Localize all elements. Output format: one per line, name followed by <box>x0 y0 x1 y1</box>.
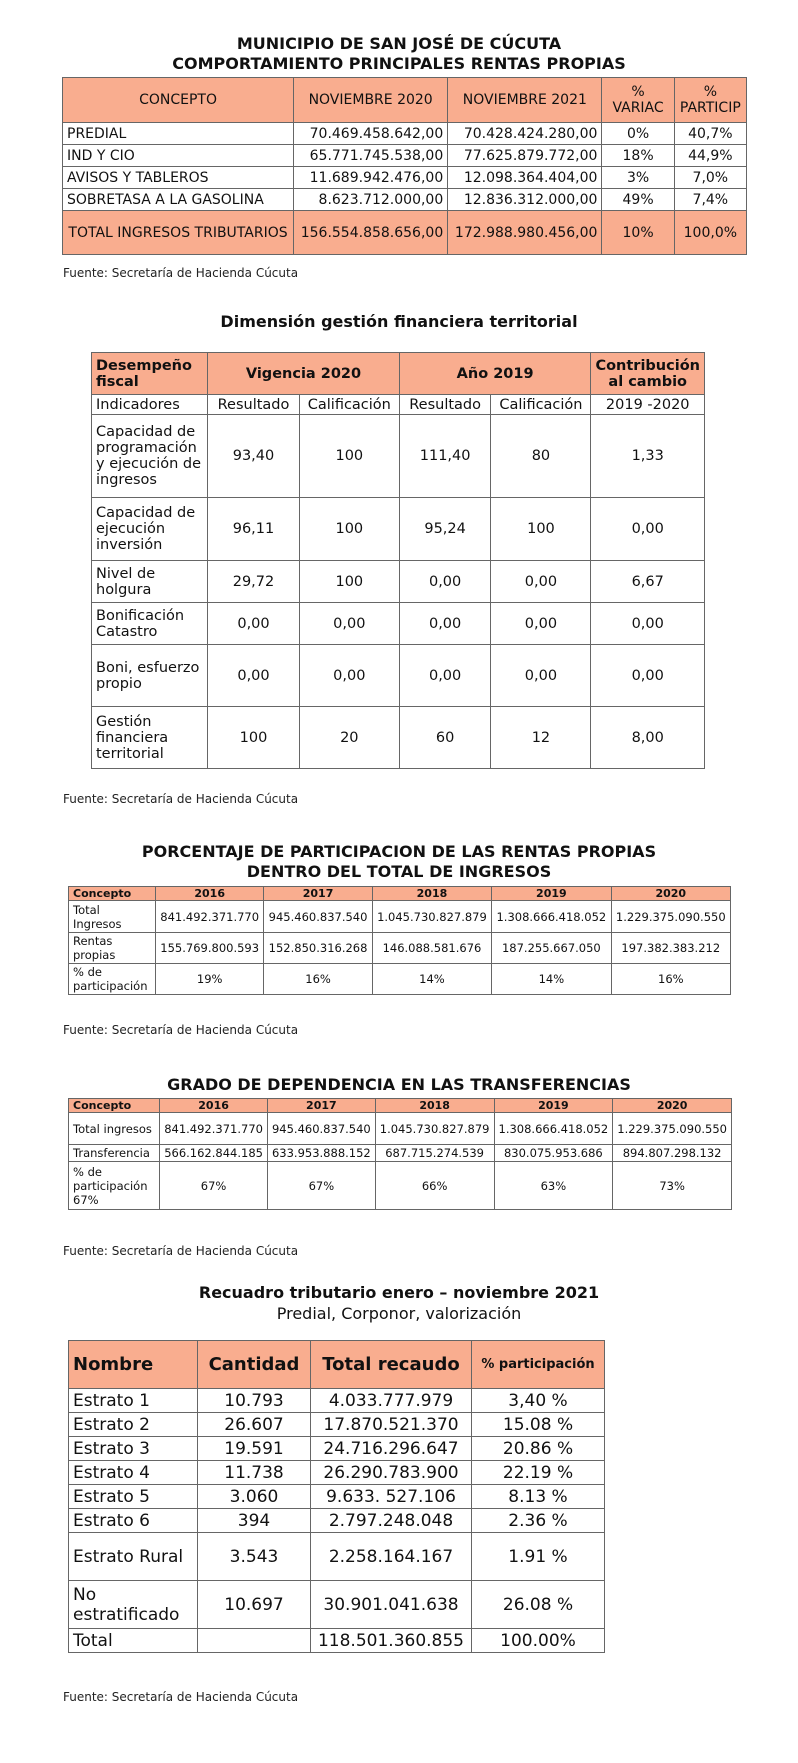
table-cell: 687.715.274.539 <box>375 1145 494 1162</box>
table-cell: 70.428.424.280,00 <box>448 123 602 145</box>
table-cell: % de participación 67% <box>69 1162 160 1210</box>
table-cell: 0% <box>602 123 674 145</box>
table-cell: 29,72 <box>208 561 300 603</box>
table-row <box>63 189 747 211</box>
header-cell: Concepto <box>69 1099 160 1113</box>
header-cell: Vigencia 2020 <box>208 353 400 395</box>
table-cell: 65.771.745.538,00 <box>294 145 448 167</box>
table-cell: % de participación <box>69 964 156 995</box>
table-cell: 2019 -2020 <box>591 395 705 415</box>
header-cell: 2018 <box>375 1099 494 1113</box>
table-cell: 0,00 <box>491 603 591 645</box>
gestion-financiera-title: Dimensión gestión financiera territorial <box>220 312 578 331</box>
table-cell: 100.00% <box>472 1629 605 1653</box>
table-cell: 894.807.298.132 <box>613 1145 732 1162</box>
table-row <box>69 1461 605 1485</box>
table-cell: 0,00 <box>591 498 705 561</box>
dependencia-title: GRADO DE DEPENDENCIA EN LAS TRANSFERENCIAS <box>167 1075 631 1094</box>
recuadro-subtitle: Predial, Corponor, valorización <box>276 1304 522 1323</box>
table-cell: 633.953.888.152 <box>267 1145 375 1162</box>
table-cell: 0,00 <box>591 603 705 645</box>
table-cell: 18% <box>602 145 674 167</box>
table-cell: 0,00 <box>299 645 399 707</box>
table-cell: 8,00 <box>591 707 705 769</box>
header-cell: 2019 <box>494 1099 613 1113</box>
table-cell: 93,40 <box>208 415 300 498</box>
table-cell: 10% <box>602 211 674 255</box>
table-cell: 1,33 <box>591 415 705 498</box>
table-cell: 1.229.375.090.550 <box>611 901 730 933</box>
table-row <box>92 561 705 603</box>
table-cell: 2.258.164.167 <box>311 1533 472 1581</box>
source-note: Fuente: Secretaría de Hacienda Cúcuta <box>63 1244 299 1258</box>
table-cell: 100 <box>299 415 399 498</box>
table-cell: 0,00 <box>399 645 491 707</box>
table-cell: SOBRETASA A LA GASOLINA <box>63 189 294 211</box>
table-cell: 12 <box>491 707 591 769</box>
table-cell: 3.060 <box>198 1485 311 1509</box>
source-note: Fuente: Secretaría de Hacienda Cúcuta <box>63 266 299 280</box>
participacion-title-line2: DENTRO DEL TOTAL DE INGRESOS <box>246 862 552 881</box>
gestion-financiera-table <box>91 352 705 769</box>
source-note: Fuente: Secretaría de Hacienda Cúcuta <box>63 792 299 806</box>
table-cell: 7,0% <box>674 167 746 189</box>
source-note: Fuente: Secretaría de Hacienda Cúcuta <box>63 1690 299 1704</box>
table-row <box>69 933 731 964</box>
source-note: Fuente: Secretaría de Hacienda Cúcuta <box>63 1023 299 1037</box>
table-cell: PREDIAL <box>63 123 294 145</box>
table-row <box>69 1509 605 1533</box>
table-row <box>92 415 705 498</box>
table-cell: 11.738 <box>198 1461 311 1485</box>
table-cell: 0,00 <box>591 645 705 707</box>
table-cell: 3,40 % <box>472 1389 605 1413</box>
table-cell: 77.625.879.772,00 <box>448 145 602 167</box>
table-cell: 841.492.371.770 <box>160 1113 268 1145</box>
table-cell: 1.308.666.418.052 <box>494 1113 613 1145</box>
table-cell: 146.088.581.676 <box>372 933 491 964</box>
table-cell: 20.86 % <box>472 1437 605 1461</box>
table-cell: 60 <box>399 707 491 769</box>
table-row <box>92 707 705 769</box>
header-cell: Contribución al cambio <box>591 353 705 395</box>
table-cell <box>198 1629 311 1653</box>
table-cell: 945.460.837.540 <box>267 1113 375 1145</box>
table-cell: No estratificado <box>69 1581 198 1629</box>
table-cell: 17.870.521.370 <box>311 1413 472 1437</box>
table-cell: 3.543 <box>198 1533 311 1581</box>
table-row <box>63 123 747 145</box>
table-cell: 1.045.730.827.879 <box>375 1113 494 1145</box>
table-cell: 26.290.783.900 <box>311 1461 472 1485</box>
table-cell: 30.901.041.638 <box>311 1581 472 1629</box>
header-cell: Nombre <box>69 1341 198 1389</box>
table-cell: 66% <box>375 1162 494 1210</box>
table-cell: 111,40 <box>399 415 491 498</box>
table-cell: 2.36 % <box>472 1509 605 1533</box>
table-cell: IND Y CIO <box>63 145 294 167</box>
table-cell: 19% <box>156 964 264 995</box>
table-cell: 100,0% <box>674 211 746 255</box>
table-cell: 63% <box>494 1162 613 1210</box>
table-row <box>69 1389 605 1413</box>
table-cell: 19.591 <box>198 1437 311 1461</box>
participacion-title-line1: PORCENTAJE DE PARTICIPACION DE LAS RENTAS PROPIAS <box>141 842 657 861</box>
header-cell: Año 2019 <box>399 353 591 395</box>
rentas-title-line1: MUNICIPIO DE SAN JOSÉ DE CÚCUTA <box>236 34 562 53</box>
table-cell: 0,00 <box>208 603 300 645</box>
table-cell: 26.607 <box>198 1413 311 1437</box>
table-cell: 22.19 % <box>472 1461 605 1485</box>
header-cell: NOVIEMBRE 2020 <box>294 78 448 123</box>
table-cell: Resultado <box>208 395 300 415</box>
table-cell: 7,4% <box>674 189 746 211</box>
table-cell: 0,00 <box>299 603 399 645</box>
header-cell: 2020 <box>611 887 730 901</box>
table-cell: 100 <box>299 561 399 603</box>
header-cell: % VARIAC <box>602 78 674 123</box>
table-row <box>92 498 705 561</box>
table-cell: 830.075.953.686 <box>494 1145 613 1162</box>
table-cell: 0,00 <box>491 645 591 707</box>
table-cell: 6,67 <box>591 561 705 603</box>
table-cell: 945.460.837.540 <box>264 901 372 933</box>
table-cell: Estrato 1 <box>69 1389 198 1413</box>
table-cell: Rentas propias <box>69 933 156 964</box>
rentas-propias-table <box>62 77 747 255</box>
table-cell: 0,00 <box>208 645 300 707</box>
table-header-row <box>63 78 747 123</box>
table-cell: Estrato 3 <box>69 1437 198 1461</box>
table-row <box>63 167 747 189</box>
table-row <box>92 603 705 645</box>
table-cell: 67% <box>267 1162 375 1210</box>
header-cell: Desempeño fiscal <box>92 353 208 395</box>
header-cell: NOVIEMBRE 2021 <box>448 78 602 123</box>
table-cell: 80 <box>491 415 591 498</box>
table-cell: 155.769.800.593 <box>156 933 264 964</box>
table-cell: Estrato 6 <box>69 1509 198 1533</box>
table-cell: 8.13 % <box>472 1485 605 1509</box>
table-cell: 96,11 <box>208 498 300 561</box>
table-cell: 8.623.712.000,00 <box>294 189 448 211</box>
table-cell: 118.501.360.855 <box>311 1629 472 1653</box>
table-cell: Estrato 2 <box>69 1413 198 1437</box>
table-row <box>69 1581 605 1629</box>
header-cell: 2017 <box>267 1099 375 1113</box>
table-cell: 100 <box>208 707 300 769</box>
table-cell: 67% <box>160 1162 268 1210</box>
header-cell: 2017 <box>264 887 372 901</box>
table-cell: 73% <box>613 1162 732 1210</box>
table-row <box>63 145 747 167</box>
table-cell: 49% <box>602 189 674 211</box>
table-cell: 172.988.980.456,00 <box>448 211 602 255</box>
table-header-row <box>69 887 731 901</box>
table-row <box>69 1145 732 1162</box>
table-cell: 197.382.383.212 <box>611 933 730 964</box>
table-header-row <box>92 353 705 395</box>
table-cell: Total <box>69 1629 198 1653</box>
table-cell: 1.308.666.418.052 <box>492 901 611 933</box>
header-cell: CONCEPTO <box>63 78 294 123</box>
table-cell: Calificación <box>299 395 399 415</box>
table-cell: 95,24 <box>399 498 491 561</box>
table-cell: 11.689.942.476,00 <box>294 167 448 189</box>
header-cell: 2016 <box>156 887 264 901</box>
table-cell: TOTAL INGRESOS TRIBUTARIOS <box>63 211 294 255</box>
table-cell: Boni, esfuerzo propio <box>92 645 208 707</box>
table-cell: 100 <box>491 498 591 561</box>
table-cell: 10.793 <box>198 1389 311 1413</box>
table-row <box>69 1162 732 1210</box>
table-cell: 152.850.316.268 <box>264 933 372 964</box>
header-cell: 2020 <box>613 1099 732 1113</box>
dependencia-table <box>68 1098 732 1210</box>
table-cell: Capacidad de ejecución inversión <box>92 498 208 561</box>
table-cell: Estrato 4 <box>69 1461 198 1485</box>
table-cell: 70.469.458.642,00 <box>294 123 448 145</box>
table-row <box>69 1113 732 1145</box>
header-cell: % PARTICIP <box>674 78 746 123</box>
table-total-row <box>69 1629 605 1653</box>
table-cell: Nivel de holgura <box>92 561 208 603</box>
table-cell: 1.045.730.827.879 <box>372 901 491 933</box>
table-cell: 1.229.375.090.550 <box>613 1113 732 1145</box>
table-cell: 0,00 <box>399 561 491 603</box>
table-cell: 12.098.364.404,00 <box>448 167 602 189</box>
table-row <box>92 645 705 707</box>
header-cell: 2018 <box>372 887 491 901</box>
table-cell: 2.797.248.048 <box>311 1509 472 1533</box>
table-header-row <box>69 1341 605 1389</box>
table-cell: 14% <box>372 964 491 995</box>
table-cell: Indicadores <box>92 395 208 415</box>
table-cell: Resultado <box>399 395 491 415</box>
table-cell: 0,00 <box>399 603 491 645</box>
table-row <box>69 1533 605 1581</box>
header-cell: 2019 <box>492 887 611 901</box>
table-cell: Capacidad de programación y ejecución de ingresos <box>92 415 208 498</box>
table-subheader-row <box>92 395 705 415</box>
table-cell: Transferencia <box>69 1145 160 1162</box>
table-cell: Calificación <box>491 395 591 415</box>
table-cell: 1.91 % <box>472 1533 605 1581</box>
table-cell: Total Ingresos <box>69 901 156 933</box>
table-cell: 841.492.371.770 <box>156 901 264 933</box>
table-cell: 566.162.844.185 <box>160 1145 268 1162</box>
header-cell: Total recaudo <box>311 1341 472 1389</box>
table-cell: Estrato 5 <box>69 1485 198 1509</box>
table-row <box>69 1485 605 1509</box>
table-cell: Total ingresos <box>69 1113 160 1145</box>
table-cell: 10.697 <box>198 1581 311 1629</box>
table-cell: 14% <box>492 964 611 995</box>
table-cell: 4.033.777.979 <box>311 1389 472 1413</box>
table-cell: Gestión financiera territorial <box>92 707 208 769</box>
table-cell: 394 <box>198 1509 311 1533</box>
rentas-title-line2: COMPORTAMIENTO PRINCIPALES RENTAS PROPIAS <box>172 54 626 73</box>
table-row <box>69 1437 605 1461</box>
table-cell: 24.716.296.647 <box>311 1437 472 1461</box>
table-cell: AVISOS Y TABLEROS <box>63 167 294 189</box>
table-cell: Estrato Rural <box>69 1533 198 1581</box>
table-row <box>69 901 731 933</box>
table-cell: 12.836.312.000,00 <box>448 189 602 211</box>
table-cell: 3% <box>602 167 674 189</box>
recuadro-tributario-table <box>68 1340 605 1653</box>
header-cell: 2016 <box>160 1099 268 1113</box>
table-cell: 20 <box>299 707 399 769</box>
table-row <box>69 964 731 995</box>
table-cell: 187.255.667.050 <box>492 933 611 964</box>
table-cell: 16% <box>264 964 372 995</box>
table-total-row <box>63 211 747 255</box>
table-cell: 40,7% <box>674 123 746 145</box>
table-header-row <box>69 1099 732 1113</box>
recuadro-title: Recuadro tributario enero – noviembre 2021 <box>198 1283 600 1302</box>
table-cell: Bonificación Catastro <box>92 603 208 645</box>
header-cell: Concepto <box>69 887 156 901</box>
table-cell: 9.633. 527.106 <box>311 1485 472 1509</box>
table-cell: 156.554.858.656,00 <box>294 211 448 255</box>
table-cell: 100 <box>299 498 399 561</box>
table-row <box>69 1413 605 1437</box>
table-cell: 0,00 <box>491 561 591 603</box>
table-cell: 44,9% <box>674 145 746 167</box>
table-cell: 16% <box>611 964 730 995</box>
table-cell: 26.08 % <box>472 1581 605 1629</box>
participacion-table <box>68 886 731 995</box>
header-cell: % participación <box>472 1341 605 1389</box>
table-cell: 15.08 % <box>472 1413 605 1437</box>
header-cell: Cantidad <box>198 1341 311 1389</box>
